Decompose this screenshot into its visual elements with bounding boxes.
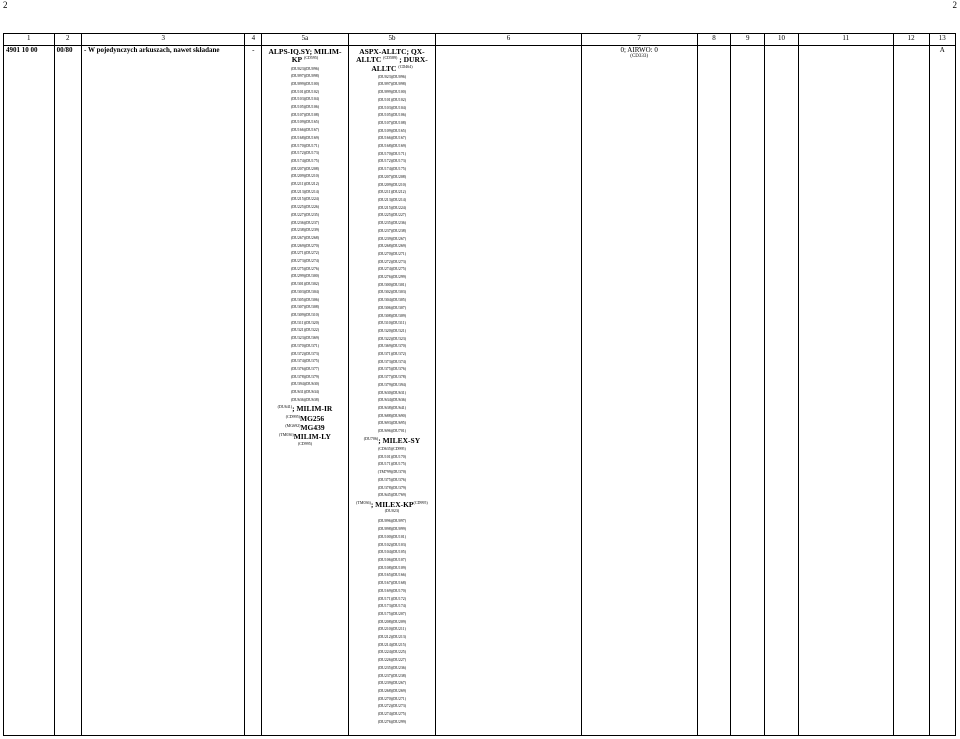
footnote-pair: (DU305)(DU306) [290, 297, 320, 302]
footnote-pair: (DU268)(DU269) [377, 688, 406, 693]
footnote-pair: (DU107)(DU108) [290, 112, 320, 117]
footnote-pair: (DU212)(DU213) [377, 635, 406, 640]
footnote-pair: (DU394)(DU630) [290, 382, 320, 387]
footnote-pair: (DU097)(DU098) [377, 82, 406, 87]
footnote-pair: (DU320)(DU321) [377, 328, 406, 333]
footnote-pair: (DU696)(DU701) [377, 429, 406, 434]
footnote-pair: (DU213)(DU214) [377, 198, 406, 202]
footnote-pair: (DU098)(DU099) [377, 527, 406, 532]
footnote-pair: (DU269)(DU270) [290, 243, 320, 248]
footnote-pair: (DU375)(DU376) [377, 367, 406, 372]
col-header-6: 6 [436, 34, 581, 46]
footnote-pair: (DU276)(DU299) [377, 719, 406, 724]
footnote-pair: (DU215)(DU224) [290, 197, 320, 202]
footnote-pair: (DU211)(DU212) [377, 190, 406, 195]
footnote-pair: (DU096)(DU097) [377, 519, 406, 524]
col5a-list [264, 66, 345, 451]
page-number-left: 2 [3, 0, 8, 10]
footnote-pair: (DU101)(DU102) [377, 97, 406, 102]
footnote-pair: (DU370)(DU371) [290, 343, 320, 348]
col10-empty [765, 46, 799, 736]
footnote-pair: (DU106)(DU107) [377, 557, 406, 562]
footnote-pair: (DU304)(DU305) [377, 298, 406, 303]
footnote-pair: (DU023)(DU096) [377, 74, 406, 79]
col-header-2: 2 [54, 34, 81, 46]
footnote-pair: (DU227)(DU235) [290, 212, 320, 217]
cn-code: 4901 10 00 [4, 46, 55, 736]
footnote-pair: (DU630)(DU631) [377, 390, 406, 395]
footnote-pair: (DU100)(DU101) [377, 534, 406, 539]
footnote-pair: (DU371)(DU372) [377, 352, 406, 357]
col-header-3: 3 [82, 34, 245, 46]
footnote-pair: (DU323)(DU369) [290, 336, 320, 341]
col11-empty [798, 46, 893, 736]
footnote-pair: (DU103)(DU104) [290, 97, 320, 102]
tariff-table [3, 33, 956, 736]
footnote-pair: (DU309)(DU310) [290, 313, 320, 317]
col6-empty [436, 46, 581, 736]
footnote-pair: (DU207)(DU208) [377, 174, 406, 179]
footnote-pair: (DU214)(DU215) [377, 642, 406, 647]
footnote-pair: (CD635)(CD995) [378, 447, 406, 452]
footnote-pair: (DU321)(DU322) [290, 328, 320, 333]
footnote-pair: (DU099)(DU100) [290, 81, 320, 86]
col-header-10: 10 [765, 34, 799, 46]
footnote-pair: (DU209)(DU210) [290, 174, 320, 179]
footnote-pair: (DU237)(DU238) [377, 673, 406, 678]
footnote-pair: (DU225)(DU226) [290, 205, 320, 210]
footnote-pair: (TM799)(DU370) [377, 470, 407, 475]
footnote-pair: (DU168)(DU169) [377, 144, 406, 149]
footnote-pair: (DU105)(DU106) [377, 113, 406, 118]
footnote-pair: (DU268)(DU269) [377, 244, 406, 249]
col-header-12: 12 [893, 34, 929, 46]
footnote-pair: (DU235)(DU236) [377, 665, 406, 670]
footnote-pair: (DU378)(DU379) [377, 485, 406, 490]
footnote-pair: (DU165)(DU166) [377, 573, 406, 578]
footnote-pair: (DU107)(DU108) [377, 120, 406, 125]
footnote-pair: (DU372)(DU373) [290, 351, 320, 356]
footnote-pair: (DU235)(DU236) [377, 221, 406, 226]
footnote-pair: (DU238)(DU239) [290, 228, 320, 233]
footnote-pair: (DU645)(DU769) [377, 493, 406, 498]
footnote-pair: (DU310)(DU311) [377, 321, 406, 326]
footnote-pair: (DU215)(DU224) [377, 205, 406, 210]
footnote-pair: (DU307)(DU308) [290, 305, 320, 310]
footnote-pair: (DU274)(DU275) [377, 267, 406, 272]
footnote-pair: (DU306)(DU307) [377, 305, 406, 310]
footnote-pair: (DU270)(DU271) [377, 696, 406, 701]
footnote-pair: (DU225)(DU227) [377, 213, 406, 218]
footnote-pair: (DU378)(DU379) [290, 374, 320, 379]
footnote-pair: (DU101)(DU170) [377, 454, 406, 459]
footnote-pair: (DU236)(DU237) [290, 220, 320, 225]
col-header-7: 7 [581, 34, 697, 46]
footnote-pair: (DU224)(DU225) [377, 650, 406, 655]
footnote-pair: (DU688)(DU690) [377, 413, 406, 418]
footnote-pair: (DU099)(DU100) [377, 90, 406, 95]
footnote-pair: (DU375)(DU376) [377, 477, 406, 482]
footnote-pair: (DU272)(DU273) [377, 259, 406, 264]
footnote-pair: (DU168)(DU169) [290, 135, 320, 140]
col5a-heading: ALPS-IQ.SY; MILIM-KP $^{(CD595)}$ [268, 47, 342, 65]
footnote-pair: (DU173)(DU174) [377, 604, 406, 609]
footnote-pair: (DU274)(DU275) [377, 712, 406, 717]
footnote-pair: (DU239)(DU267) [377, 236, 406, 241]
col-header-4: 4 [245, 34, 262, 46]
footnote-pair: (DU211)(DU212) [291, 182, 319, 187]
col4-value: - [245, 46, 262, 736]
col-header-11: 11 [798, 34, 893, 46]
goods-description: - W pojedynczych arkuszach, nawet składane [82, 46, 245, 736]
rule-line: $^{(MG692)}$MG439 [285, 422, 325, 432]
footnote-pair: (DU166)(DU167) [290, 128, 320, 133]
footnote-pair: (DU172)(DU173) [377, 159, 406, 164]
column-header-row [4, 34, 956, 46]
col-header-8: 8 [697, 34, 731, 46]
footnote-pair: (DU636)(DU638) [290, 397, 320, 402]
footnote-pair: (DU174)(DU175) [290, 158, 320, 163]
col-header-13: 13 [929, 34, 955, 46]
col-header-1: 1 [4, 34, 55, 46]
footnote-pair: (DU301)(DU302) [290, 282, 320, 287]
footnote-pair: (DU303)(DU304) [290, 289, 320, 294]
footnote-pair: (DU273)(DU274) [290, 259, 320, 264]
col12-empty [893, 46, 929, 736]
footnote-pair: (DU171)(DU175) [377, 462, 406, 467]
table-row [4, 46, 956, 736]
rule-line: $^{(CD995)}$MG256 [285, 413, 325, 423]
footnote-pair: (DU109)(DU165) [377, 128, 406, 133]
col5a-cell [262, 46, 348, 736]
footnote-pair: (DU172)(DU173) [290, 151, 320, 156]
footnote-pair: (DU166)(DU167) [377, 136, 406, 141]
col-header-5a: 5a [262, 34, 348, 46]
col8-empty [697, 46, 731, 736]
footnote-pair: (DU638)(DU641) [377, 405, 406, 410]
footnote-pair: (DU308)(DU309) [377, 313, 406, 318]
footnote-pair: (DU369)(DU370) [377, 344, 406, 349]
col-header-5b: 5b [348, 34, 436, 46]
footnote-pair: (DU276)(DU299) [377, 275, 406, 280]
rule-line: $^{(DU641)}$; MILIM-IR [277, 404, 333, 414]
col5b-cell [348, 46, 436, 736]
footnote-pair: (DU267)(DU268) [290, 235, 320, 240]
footnote-pair: (DU237)(DU238) [377, 228, 406, 233]
footnote-pair: (DU300)(DU301) [377, 282, 406, 287]
footnote-pair: (DU272)(DU273) [377, 704, 406, 709]
footnote-pair: (DU210)(DU211) [377, 627, 406, 632]
footnote-pair: (DU109)(DU165) [290, 120, 320, 125]
footnote-pair: (DU097)(DU098) [290, 74, 320, 79]
footnote-pair: (DU170)(DU171) [290, 143, 320, 148]
col5b-list [351, 74, 434, 727]
footnote-pair: (DU302)(DU303) [377, 290, 406, 295]
footnote-pair: (DU102)(DU103) [377, 542, 406, 547]
footnote-pair: (DU275)(DU276) [290, 266, 320, 271]
footnote-pair: (DU207)(DU208) [290, 166, 320, 171]
rule-line: $^{(DU706)}$; MILEX-SY [363, 435, 421, 445]
footnote-pair: (DU374)(DU375) [290, 359, 320, 364]
footnote-pair: (DU213)(DU214) [290, 189, 320, 194]
footnote-pair: (DU208)(DU209) [377, 619, 406, 624]
footnote-pair: (DU105)(DU106) [290, 105, 320, 110]
footnote-pair: (DU108)(DU109) [377, 565, 406, 570]
footnote-pair: (DU103)(DU104) [377, 105, 406, 110]
footnote-pair: (DU373)(DU374) [377, 359, 406, 364]
taric-subheading: 00/80 [54, 46, 81, 736]
col5b-heading: ASPX-ALLTC; QX-ALLTC $^{(CD589)}$ ; DURX-ALLTC $^{(CD464)}$ [356, 47, 428, 73]
footnote-pair: (DU023)(DU096) [290, 66, 320, 71]
page-number-right: 2 [952, 0, 957, 10]
col13-value: A [929, 46, 955, 736]
col9-empty [731, 46, 765, 736]
footnote-pair: (DU634)(DU636) [377, 398, 406, 403]
footnote-pair: (DU693)(DU695) [377, 421, 406, 426]
rule-line: $^{(TM036)}$; MILEX-$KP^{(CD995)(DU023)}$ [356, 499, 428, 514]
footnote-pair: (DU311)(DU320) [291, 320, 319, 325]
rule-line: $^{(TM036)}$MILIM-LY [279, 432, 331, 442]
col-header-9: 9 [731, 34, 765, 46]
footnote-pair: (DU104)(DU105) [377, 550, 406, 555]
footnote-pair: (DU170)(DU171) [377, 151, 406, 156]
footnote-pair: (DU169)(DU170) [377, 588, 406, 593]
footnote-pair: (DU299)(DU300) [290, 274, 320, 279]
footnote-pair: (DU239)(DU267) [377, 681, 406, 686]
footnote-pair: (DU631)(DU634) [290, 390, 320, 395]
footnote-pair: (DU271)(DU272) [290, 251, 320, 256]
footnote-pair: (DU377)(DU378) [377, 375, 406, 380]
footnote-pair: (DU175)(DU207) [377, 611, 406, 616]
footnote-pair: (DU101)(DU102) [290, 89, 320, 94]
footnote-pair: (DU322)(DU323) [377, 336, 406, 341]
footnote-pair: (DU171)(DU172) [377, 596, 406, 601]
col7-value: 0; AIRWO: 0 (CD333) [581, 46, 697, 736]
footnote-pair: (DU376)(DU377) [290, 366, 320, 371]
footnote-pair: (DU226)(DU227) [377, 658, 406, 663]
footnote-pair: (DU167)(DU168) [377, 581, 406, 586]
footnote-pair: (DU379)(DU394) [377, 382, 406, 387]
footnote-pair: (DU209)(DU210) [377, 182, 406, 187]
rule-line: (CD995) [297, 441, 313, 447]
footnote-pair: (DU174)(DU175) [377, 167, 406, 172]
footnote-pair: (DU270)(DU271) [377, 251, 406, 256]
